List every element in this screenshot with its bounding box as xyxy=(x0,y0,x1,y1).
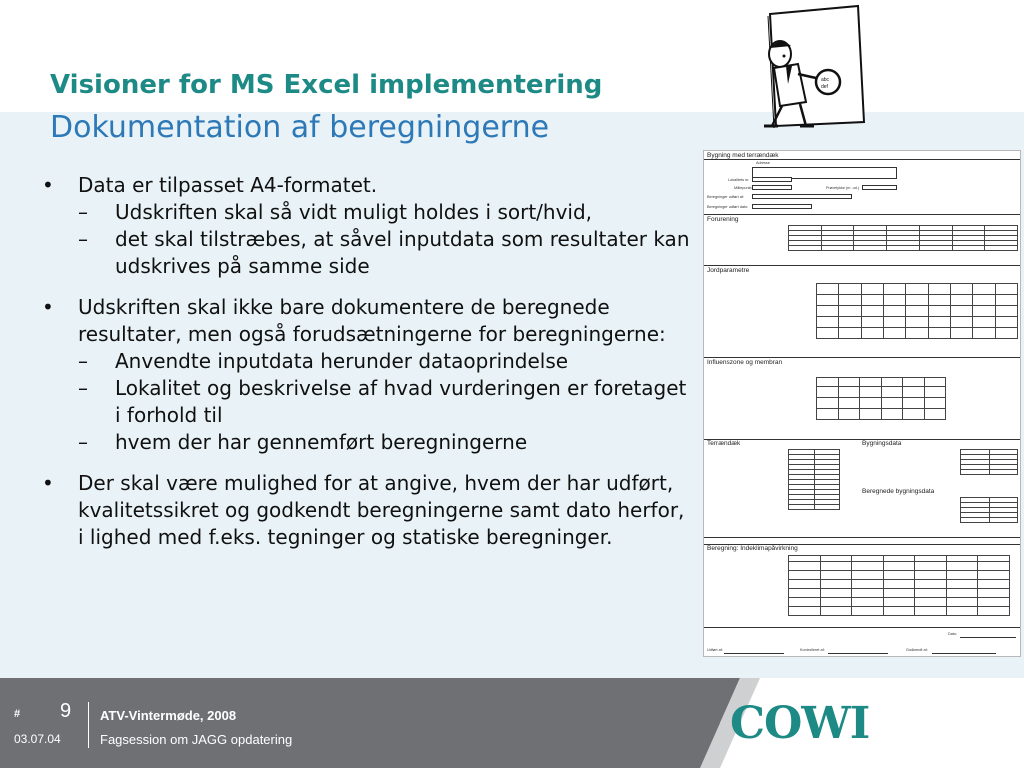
dash-marker: – xyxy=(78,227,88,251)
sub-bullet-text: Udskriften skal så vidt muligt holdes i sort/hvid, xyxy=(115,200,593,224)
footer-wedge-shape xyxy=(0,678,1024,768)
field-lokalitet xyxy=(752,177,792,182)
section-bygningsdata: Bygningsdata xyxy=(862,440,902,447)
svg-text:def: def xyxy=(821,84,828,90)
field-prove xyxy=(862,185,897,190)
signoff-line xyxy=(960,637,1016,638)
terraendaek-table xyxy=(788,449,840,510)
bullet-marker: • xyxy=(42,471,54,495)
sheet-divider xyxy=(704,357,1021,358)
sub-bullet-text: det skal tilstræbes, at såvel inputdata som resultater kan udskrives på samme side xyxy=(115,227,690,278)
sub-bullet xyxy=(78,199,690,226)
label-dato: Beregninger udført dato: xyxy=(707,205,749,209)
sheet-divider xyxy=(704,265,1021,266)
cartoon-inspector-illustration xyxy=(740,4,870,130)
influenszone-table xyxy=(816,377,946,420)
sheet-divider xyxy=(704,159,1021,160)
footer-slide-hash: # xyxy=(14,708,21,720)
slide-footer xyxy=(0,678,1024,768)
sub-bullet-text: Anvendte inputdata herunder dataoprindelse xyxy=(115,349,569,373)
signoff-line xyxy=(932,653,996,654)
dash-marker: – xyxy=(78,376,88,400)
section-forurening: Forurening xyxy=(707,216,739,223)
bygningsdata-table xyxy=(960,449,1018,475)
bullet-marker: • xyxy=(42,173,54,197)
footer-page-number: 9 xyxy=(60,700,72,722)
sub-bullet xyxy=(78,226,690,280)
dash-marker: – xyxy=(78,200,88,224)
sheet-divider xyxy=(704,627,1021,628)
sheet-divider xyxy=(704,537,1021,538)
indeklima-table xyxy=(788,555,1010,616)
beregnede-table xyxy=(960,497,1018,523)
bullet-item xyxy=(40,294,690,456)
sub-bullet-text: hvem der har gennemført beregningerne xyxy=(115,430,528,454)
dash-marker: – xyxy=(78,430,88,454)
label-godkendt-af: Godkendt af: xyxy=(906,648,928,652)
field-udfort xyxy=(752,194,852,199)
jordparametre-table xyxy=(816,283,1018,339)
svg-text:abc: abc xyxy=(821,77,830,83)
label-dato-signoff: Dato: xyxy=(948,632,958,636)
signoff-line xyxy=(828,653,888,654)
label-udfort: Beregninger udført af: xyxy=(707,195,744,199)
bullet-item xyxy=(40,172,690,280)
sheet-heading: Bygning med terrændæk xyxy=(707,152,779,159)
bullet-text: Data er tilpasset A4-formatet. xyxy=(78,173,378,197)
bullet-text: Udskriften skal ikke bare dokumentere de beregnede resultater, men også forudsætningerne for beregningerne: xyxy=(78,295,666,346)
label-lokalitet: Lokalitets nr. xyxy=(728,178,750,182)
footer-session: Fagsession om JAGG opdatering xyxy=(100,732,293,747)
bullet-item xyxy=(40,470,690,551)
sub-bullet xyxy=(78,429,690,456)
bullet-marker: • xyxy=(42,295,54,319)
label-malepunkt: Målepunkt xyxy=(734,186,752,190)
bullet-list xyxy=(40,172,690,565)
section-indeklima: Beregning: Indeklimapåvirkning xyxy=(707,545,798,552)
section-beregnede-bygningsdata: Beregnede bygningsdata xyxy=(862,488,935,495)
field-malepunkt xyxy=(752,185,792,190)
footer-date: 03.07.04 xyxy=(14,732,61,746)
bullet-text-continued: i lighed med f.eks. tegninger og statiske beregninger. xyxy=(78,525,613,549)
bullet-text: Der skal være mulighed for at angive, hvem der har udført, kvalitetssikret og godkendt beregningerne samt dato herfor, xyxy=(78,471,685,522)
section-influenszone: Influenszone og membran xyxy=(707,359,783,366)
slide-title: Visioner for MS Excel implementering xyxy=(50,70,603,100)
label-prove: Prøvetykke (m. ud.) xyxy=(826,186,860,190)
forurening-table xyxy=(788,225,1018,251)
slide-subtitle: Dokumentation af beregningerne xyxy=(50,110,550,145)
footer-event: ATV-Vintermøde, 2008 xyxy=(100,708,237,723)
label-adresse: Adresse xyxy=(756,161,770,165)
signoff-line xyxy=(724,653,784,654)
footer-divider xyxy=(88,702,89,748)
field-dato xyxy=(752,204,812,209)
section-terraendaek: Terrændæk xyxy=(707,440,741,447)
cowi-logo: COWI xyxy=(730,698,870,749)
sheet-divider xyxy=(704,214,1021,215)
label-udfort-af: Udført af: xyxy=(707,648,723,652)
dash-marker: – xyxy=(78,349,88,373)
section-jordparametre: Jordparametre xyxy=(707,267,750,274)
label-kontrolleret-af: Kontrolleret af: xyxy=(800,648,825,652)
sub-bullet xyxy=(78,375,690,429)
sub-bullet xyxy=(78,348,690,375)
calculation-sheet-preview xyxy=(703,150,1021,657)
sub-bullet-text: Lokalitet og beskrivelse af hvad vurderingen er foretaget i forhold til xyxy=(115,376,687,427)
